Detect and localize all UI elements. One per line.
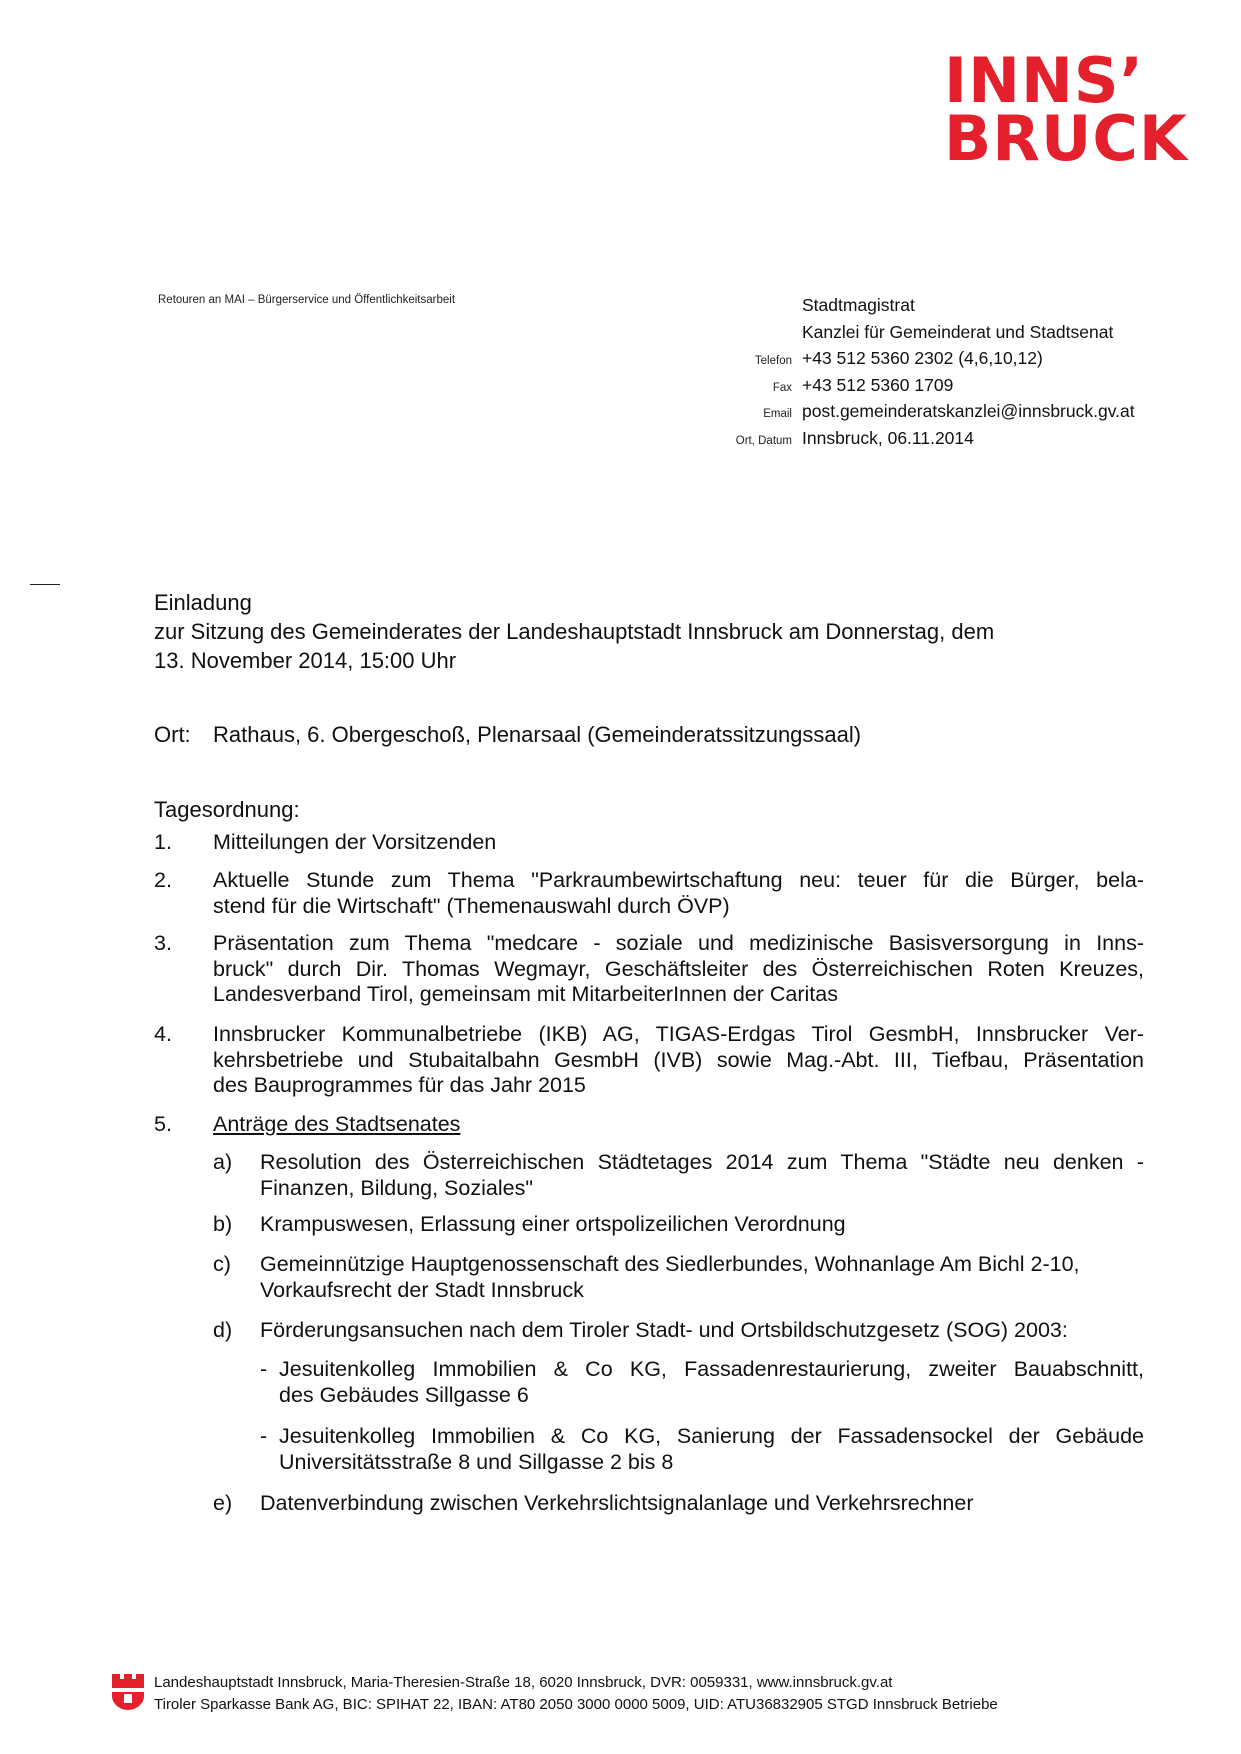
- location: [154, 722, 861, 748]
- fax-value: +43 512 5360 1709: [802, 374, 954, 395]
- ort-datum-label: Ort, Datum: [735, 434, 792, 447]
- contact-date-row: [660, 425, 1220, 452]
- contact-org: Stadtmagistrat: [802, 295, 915, 315]
- subitem-letter: e): [213, 1491, 233, 1515]
- subitem-text: Krampuswesen, Erlassung einer ortspolizeilichen Verordnung: [260, 1212, 846, 1236]
- subitem-letter: b): [213, 1212, 233, 1236]
- email-value[interactable]: post.gemeinderatskanzlei@innsbruck.gv.at: [802, 401, 1135, 421]
- agenda-heading: Tagesordnung:: [154, 797, 300, 822]
- innsbruck-logo: [944, 44, 1194, 180]
- subitem-text: Gemeinnützige Hauptgenossenschaft des Siedlerbundes, Wohnanlage Am Bichl 2-10,: [260, 1252, 1080, 1276]
- contact-email-row: [660, 398, 1220, 425]
- bullet-text: Universitätsstraße 8 und Sillgasse 2 bis 8: [279, 1449, 674, 1474]
- title-line-1: Einladung: [154, 590, 252, 615]
- contact-fax-row: [660, 372, 1220, 399]
- agenda-number: 4.: [154, 1022, 172, 1046]
- contact-org-row: [660, 292, 1220, 319]
- subitem-letter: c): [213, 1252, 231, 1276]
- ort-datum-value: Innsbruck, 06.11.2014: [802, 427, 974, 448]
- contact-block: [660, 292, 1220, 451]
- fold-mark: [30, 584, 60, 585]
- telefon-value: +43 512 5360 2302 (4,6,10,12): [802, 348, 1043, 368]
- logo-line-2: BRUCK: [944, 102, 1188, 175]
- invitation-title: [154, 588, 1154, 675]
- location-label: Ort:: [154, 722, 191, 747]
- email-label: Email: [763, 408, 792, 420]
- subitem-text: Finanzen, Bildung, Soziales": [260, 1175, 533, 1200]
- city-crest-icon: [110, 1672, 146, 1712]
- agenda-text: Innsbrucker Kommunalbetriebe (IKB) AG, TIGAS-Erdgas Tirol GesmbH, Innsbrucker Ver-: [213, 1022, 1144, 1046]
- contact-dept: Kanzlei für Gemeinderat und Stadtsenat: [802, 321, 1114, 342]
- subitem-text: Datenverbindung zwischen Verkehrslichtsignalanlage und Verkehrsrechner: [260, 1491, 974, 1515]
- agenda-number: 1.: [154, 830, 172, 854]
- agenda-number: 3.: [154, 931, 172, 955]
- subitem-letter: a): [213, 1150, 233, 1174]
- contact-dept-row: [660, 319, 1220, 346]
- location-value: Rathaus, 6. Obergeschoß, Plenarsaal (Gemeinderatssitzungssaal): [213, 722, 862, 747]
- subitem-text: Förderungsansuchen nach dem Tiroler Stadt- und Ortsbildschutzgesetz (SOG) 2003:: [260, 1318, 1068, 1342]
- subitem-letter: d): [213, 1318, 233, 1342]
- fax-label: Fax: [772, 381, 792, 394]
- contact-telefon-row: [660, 345, 1220, 372]
- agenda-text: kehrsbetriebe und Stubaitalbahn GesmbH (IVB) sowie Mag.-Abt. III, Tiefbau, Präsentation: [213, 1047, 1144, 1072]
- agenda-text: bruck" durch Dir. Thomas Wegmayr, Geschäftsleiter des Österreichischen Roten Kreuzes,: [213, 956, 1144, 981]
- agenda-text: Aktuelle Stunde zum Thema "Parkraumbewirtschaftung neu: teuer für die Bürger, bela-: [213, 868, 1144, 892]
- bullet-dash: -: [260, 1357, 268, 1381]
- bullet-text: Jesuitenkolleg Immobilien & Co KG, Sanierung der Fassadensockel der Gebäude: [279, 1424, 1144, 1448]
- agenda-text: Präsentation zum Thema "medcare - soziale und medizinische Basisversorgung in Inns-: [213, 931, 1144, 955]
- agenda-number: 2.: [154, 868, 172, 892]
- return-address: Retouren an MAI – Bürgerservice und Öffentlichkeitsarbeit: [158, 294, 456, 306]
- bullet-text: Jesuitenkolleg Immobilien & Co KG, Fassadenrestaurierung, zweiter Bauabschnitt,: [279, 1357, 1144, 1381]
- bullet-dash: -: [260, 1424, 268, 1448]
- agenda-text: Landesverband Tirol, gemeinsam mit MitarbeiterInnen der Caritas: [213, 982, 838, 1006]
- subitem-text: Resolution des Österreichischen Städtetages 2014 zum Thema "Städte neu denken -: [260, 1150, 1144, 1174]
- logo-line-1: INNS’: [944, 44, 1145, 117]
- agenda-section-heading: Anträge des Stadtsenates: [213, 1112, 461, 1136]
- subitem-text: Vorkaufsrecht der Stadt Innsbruck: [260, 1277, 584, 1302]
- telefon-label: Telefon: [754, 355, 792, 367]
- title-line-2: zur Sitzung des Gemeinderates der Landeshauptstadt Innsbruck am Donnerstag, dem: [154, 619, 995, 644]
- agenda-text: stend für die Wirtschaft" (Themenauswahl durch ÖVP): [213, 893, 730, 918]
- footer-line-2: Tiroler Sparkasse Bank AG, BIC: SPIHAT 22, IBAN: AT80 2050 3000 0000 5009, UID: ATU36832905 STGD Innsbruck Betriebe: [154, 1696, 998, 1713]
- footer-line-1: Landeshauptstadt Innsbruck, Maria-Theresien-Straße 18, 6020 Innsbruck, DVR: 0059331, www.innsbruck.gv.at: [154, 1674, 893, 1691]
- agenda-number: 5.: [154, 1112, 172, 1136]
- agenda-text: Mitteilungen der Vorsitzenden: [213, 830, 497, 854]
- title-line-3: 13. November 2014, 15:00 Uhr: [154, 648, 457, 673]
- bullet-text: des Gebäudes Sillgasse 6: [279, 1382, 529, 1407]
- footer: [154, 1672, 998, 1716]
- agenda-text: des Bauprogrammes für das Jahr 2015: [213, 1073, 586, 1097]
